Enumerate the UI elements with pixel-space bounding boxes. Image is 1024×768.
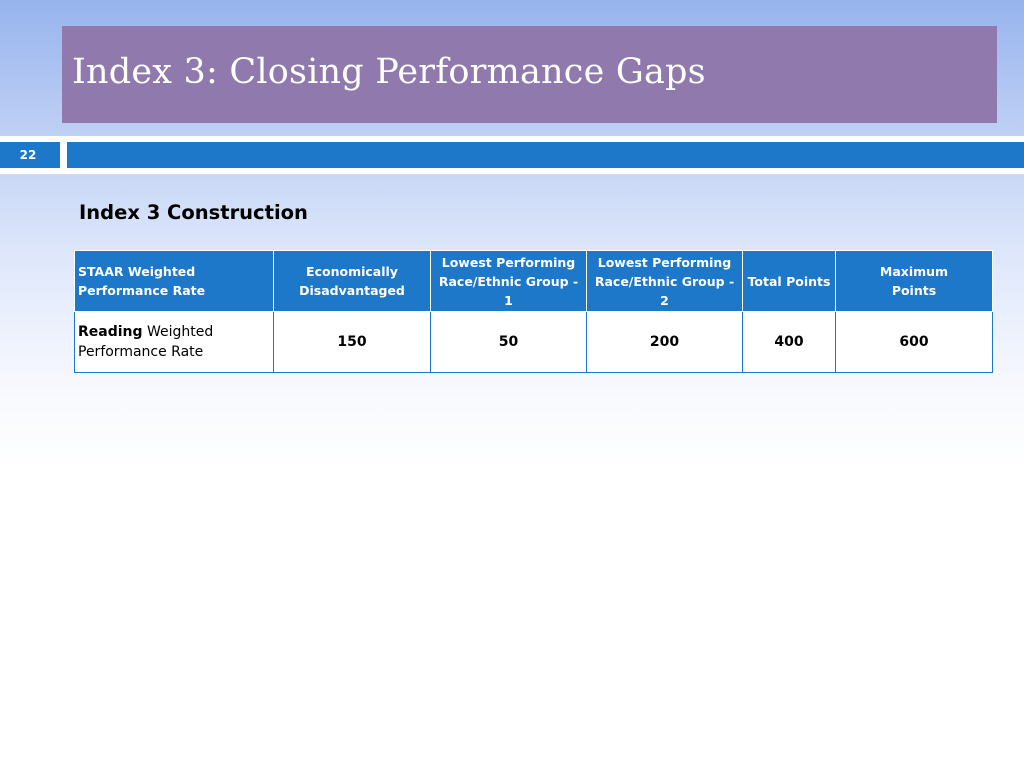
cell-lowest-group-2: 200	[587, 312, 743, 373]
cell-economically-disadvantaged: 150	[274, 312, 431, 373]
header-lowest-group-1: Lowest Performing Race/Ethnic Group - 1	[431, 251, 587, 312]
title-box	[62, 26, 997, 123]
header-maximum-points: Maximum Points	[836, 251, 993, 312]
header-lowest-group-2: Lowest Performing Race/Ethnic Group - 2	[587, 251, 743, 312]
slide-number: 22	[19, 148, 37, 162]
header-staar-weighted: STAAR Weighted Performance Rate	[75, 251, 274, 312]
cell-total-points: 400	[743, 312, 836, 373]
header-economically-disadvantaged: Economically Disadvantaged	[274, 251, 431, 312]
cell-lowest-group-1: 50	[431, 312, 587, 373]
table-header-row	[75, 251, 993, 312]
index-construction-table	[74, 250, 993, 373]
table-row	[75, 312, 993, 373]
slide-title: Index 3: Closing Performance Gaps	[72, 51, 706, 92]
header-total-points: Total Points	[743, 251, 836, 312]
row-label: Reading Weighted Performance Rate	[75, 312, 274, 373]
cell-maximum-points: 600	[836, 312, 993, 373]
section-heading: Index 3 Construction	[79, 201, 308, 224]
header-band	[67, 142, 1024, 168]
slide-number-box	[0, 142, 60, 168]
